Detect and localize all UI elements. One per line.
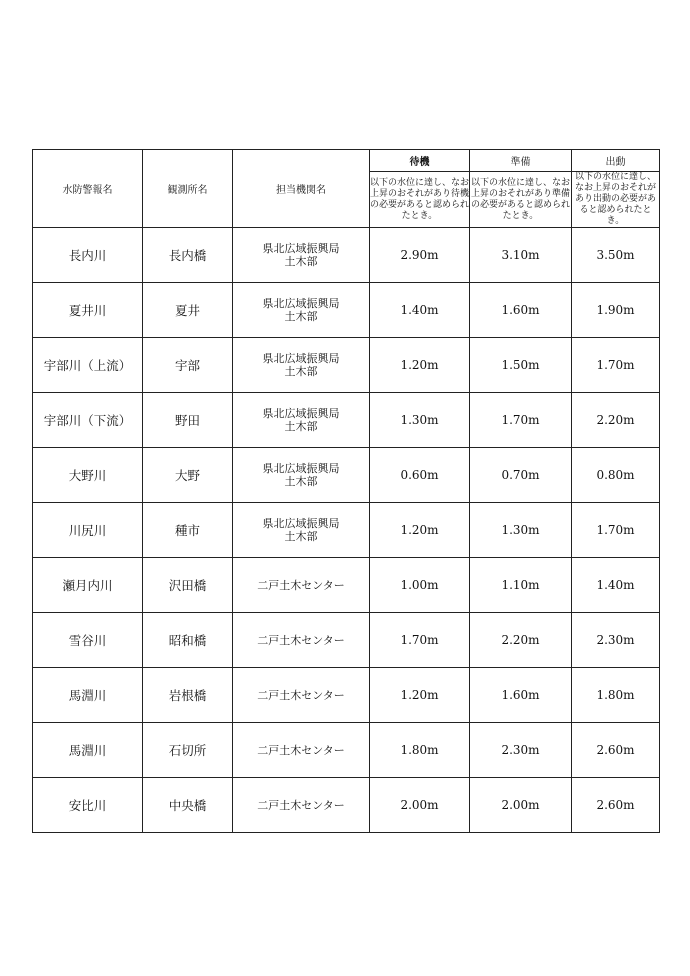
prepare-level: 0.70m [470,448,572,503]
agency-name [233,338,370,393]
header-level-dispatch: 出動 [572,150,660,172]
river-name: 大野川 [33,448,143,503]
station-name: 岩根橋 [143,668,233,723]
prepare-level: 1.30m [470,503,572,558]
station-name: 中央橋 [143,778,233,833]
river-name: 長内川 [33,228,143,283]
table-body [33,228,660,833]
agency-line1: 二戸土木センター [257,743,345,757]
agency-name [233,228,370,283]
agency-line2: 土木部 [284,420,318,433]
dispatch-level: 2.20m [572,393,660,448]
agency-name [233,393,370,448]
table-row [33,338,660,393]
agency-line1: 県北広域振興局 [262,297,340,310]
river-name: 雪谷川 [33,613,143,668]
standby-level: 1.70m [370,613,470,668]
prepare-level: 2.20m [470,613,572,668]
standby-level: 1.80m [370,723,470,778]
prepare-level: 2.30m [470,723,572,778]
agency-name [233,558,370,613]
agency-name [233,613,370,668]
table-row [33,668,660,723]
standby-level: 1.00m [370,558,470,613]
agency-name [233,723,370,778]
prepare-level: 1.70m [470,393,572,448]
header-level-prepare: 準備 [470,150,572,172]
table-row [33,503,660,558]
table-row [33,723,660,778]
agency-name [233,503,370,558]
agency-line2: 土木部 [284,310,318,323]
prepare-level: 1.10m [470,558,572,613]
header-agency: 担当機関名 [233,150,370,228]
dispatch-level: 1.80m [572,668,660,723]
agency-name [233,448,370,503]
table-row [33,448,660,503]
agency-line1: 県北広域振興局 [262,242,340,255]
agency-line1: 県北広域振興局 [262,462,340,475]
station-name: 宇部 [143,338,233,393]
prepare-level: 2.00m [470,778,572,833]
table-row [33,558,660,613]
header-row [33,150,660,172]
table-row [33,283,660,338]
station-name: 大野 [143,448,233,503]
dispatch-level: 1.40m [572,558,660,613]
river-name: 馬淵川 [33,723,143,778]
standby-level: 2.90m [370,228,470,283]
agency-line1: 二戸土木センター [257,688,345,702]
header-level-standby: 待機 [370,150,470,172]
standby-level: 2.00m [370,778,470,833]
dispatch-level: 2.60m [572,723,660,778]
agency-line2: 土木部 [284,255,318,268]
station-name: 石切所 [143,723,233,778]
dispatch-level: 1.70m [572,338,660,393]
agency-line1: 二戸土木センター [257,798,345,812]
river-name: 安比川 [33,778,143,833]
station-name: 沢田橋 [143,558,233,613]
level-desc-prepare: 以下の水位に達し、なお上昇のおそれがあり準備の必要があると認められたとき。 [470,172,572,228]
agency-line2: 土木部 [284,475,318,488]
station-name: 夏井 [143,283,233,338]
agency-name [233,283,370,338]
standby-level: 1.30m [370,393,470,448]
agency-line1: 二戸土木センター [257,633,345,647]
standby-level: 1.20m [370,503,470,558]
table-header [33,150,660,228]
agency-line2: 土木部 [284,365,318,378]
river-name: 宇部川（下流） [33,393,143,448]
station-name: 種市 [143,503,233,558]
river-name: 夏井川 [33,283,143,338]
table-row [33,228,660,283]
table-row [33,613,660,668]
dispatch-level: 2.30m [572,613,660,668]
dispatch-level: 1.90m [572,283,660,338]
agency-name [233,668,370,723]
prepare-level: 1.50m [470,338,572,393]
table-row [33,393,660,448]
standby-level: 1.20m [370,338,470,393]
station-name: 野田 [143,393,233,448]
standby-level: 0.60m [370,448,470,503]
level-desc-dispatch: 以下の水位に達し、なお上昇のおそれがあり出動の必要があると認められたとき。 [572,172,660,228]
river-name: 川尻川 [33,503,143,558]
agency-line1: 県北広域振興局 [262,517,340,530]
dispatch-level: 3.50m [572,228,660,283]
dispatch-level: 0.80m [572,448,660,503]
prepare-level: 3.10m [470,228,572,283]
agency-name [233,778,370,833]
river-name: 馬淵川 [33,668,143,723]
station-name: 長内橋 [143,228,233,283]
standby-level: 1.20m [370,668,470,723]
agency-line1: 二戸土木センター [257,578,345,592]
dispatch-level: 2.60m [572,778,660,833]
flood-warning-table [32,149,660,833]
agency-line1: 県北広域振興局 [262,407,340,420]
level-desc-standby: 以下の水位に達し、なお上昇のおそれがあり待機の必要があると認められたとき。 [370,172,470,228]
prepare-level: 1.60m [470,668,572,723]
standby-level: 1.40m [370,283,470,338]
table-row [33,778,660,833]
dispatch-level: 1.70m [572,503,660,558]
header-station: 観測所名 [143,150,233,228]
agency-line1: 県北広域振興局 [262,352,340,365]
station-name: 昭和橋 [143,613,233,668]
prepare-level: 1.60m [470,283,572,338]
river-name: 瀬月内川 [33,558,143,613]
agency-line2: 土木部 [284,530,318,543]
header-river: 水防警報名 [33,150,143,228]
river-name: 宇部川（上流） [33,338,143,393]
